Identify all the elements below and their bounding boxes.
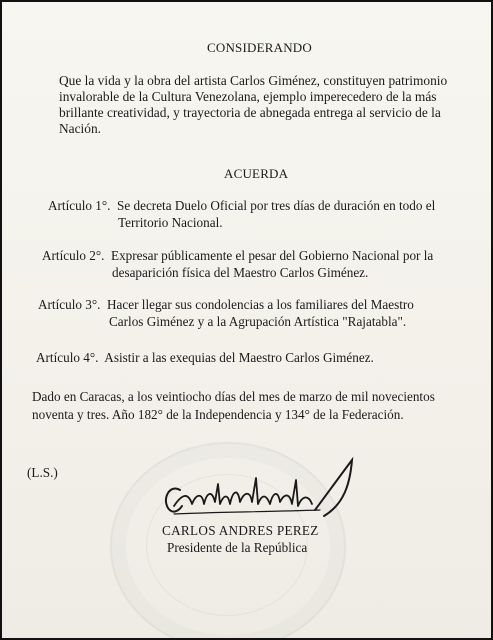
dado-line-1: Dado en Caracas, a los veintiocho días del mes de marzo de mil novecientos	[32, 389, 435, 404]
article-1-text: Se decreta Duelo Oficial por tres días de duración en todo el	[117, 198, 436, 213]
article-4-line-1	[36, 349, 374, 367]
acuerda-heading: ACUERDA	[224, 166, 289, 181]
considerando-heading: CONSIDERANDO	[207, 40, 312, 55]
article-3-line-1	[38, 296, 414, 314]
signatory-title: Presidente de la República	[167, 540, 308, 555]
article-1-line-2: Territorio Nacional.	[118, 215, 223, 230]
article-1-label: Artículo 1°.	[48, 198, 111, 213]
article-2-line-2: desaparición física del Maestro Carlos Giménez.	[112, 265, 369, 280]
article-2-text: Expresar públicamente el pesar del Gobierno Nacional por la	[111, 248, 434, 263]
article-3-line-2: Carlos Giménez y a la Agrupación Artística "Rajatabla".	[109, 314, 407, 329]
article-1-line-1	[48, 197, 435, 215]
considerando-line-3: brillante creatividad, y trayectoria de abnegada entrega al servicio de la	[59, 105, 441, 120]
article-3-text: Hacer llegar sus condolencias a los familiares del Maestro	[107, 297, 414, 312]
considerando-line-4: Nación.	[59, 121, 102, 136]
ls-seal-mark: (L.S.)	[27, 465, 58, 480]
article-2-label: Artículo 2°.	[42, 248, 105, 263]
dado-line-2: noventa y tres. Año 182° de la Independencia y 134° de la Federación.	[32, 407, 404, 422]
article-4-label: Artículo 4°.	[36, 350, 99, 365]
article-3-label: Artículo 3°.	[38, 297, 101, 312]
article-4-text: Asistir a las exequias del Maestro Carlos Giménez.	[104, 350, 374, 365]
considerando-line-2: invalorable de la Cultura Venezolana, ejemplo imperecedero de la más	[59, 89, 437, 104]
signatory-name: CARLOS ANDRES PEREZ	[162, 523, 319, 538]
article-2-line-1	[42, 247, 433, 265]
considerando-line-1: Que la vida y la obra del artista Carlos Giménez, constituyen patrimonio	[59, 73, 448, 88]
